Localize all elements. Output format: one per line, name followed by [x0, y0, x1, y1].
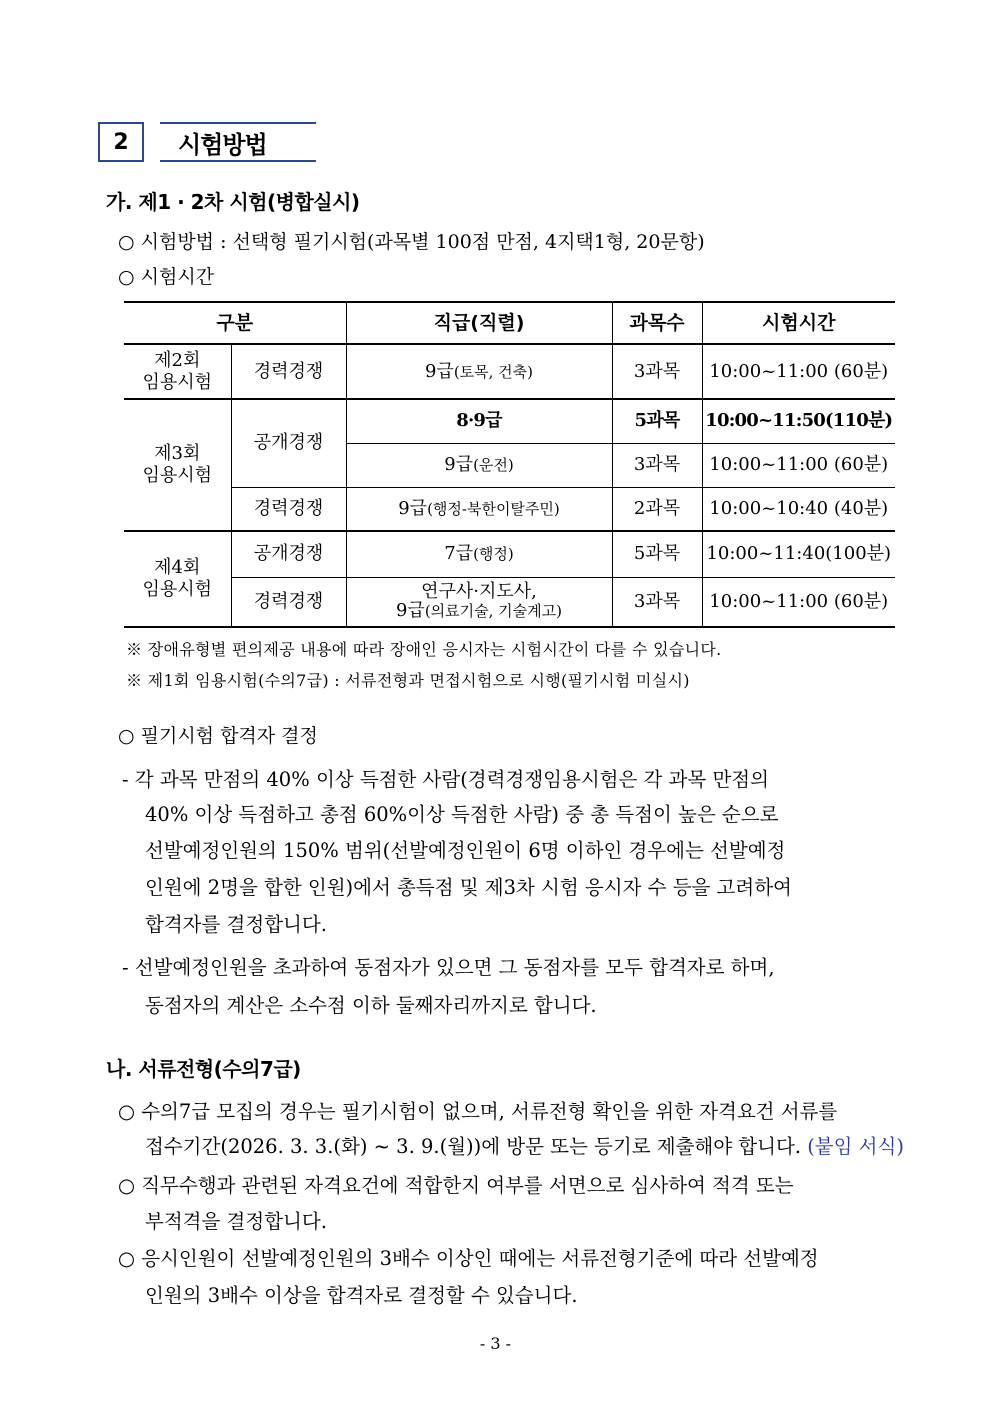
time-cell: 10:00~11:00 (60분) — [702, 577, 895, 627]
part-b-item3-line: ○ 응시인원이 선발예정인원의 3배수 이상인 때에는 서류전형기준에 따라 선발예정 — [118, 1247, 819, 1270]
pass-item1-line: 합격자를 결정합니다. — [145, 913, 327, 936]
part-b-item1-line2 — [145, 1131, 904, 1159]
table-row — [124, 531, 895, 577]
round-cell: 제3회 임용시험 — [124, 399, 231, 531]
part-b-item1-line: ○ 수의7급 모집의 경우는 필기시험이 없으며, 서류전형 확인을 위한 자격요건 서류를 — [118, 1100, 838, 1123]
part-b-item1-text: 접수기간(2026. 3. 3.(화) ~ 3. 9.(월))에 방문 또는 등기로 제출해야 합니다. — [145, 1135, 801, 1158]
grade-text: 9급 — [424, 360, 454, 382]
header-exam-time: 시험시간 — [702, 302, 895, 344]
subjects-cell: 3과목 — [612, 443, 702, 487]
round-cell: 제2회 임용시험 — [124, 344, 231, 399]
exam-time-label: ○ 시험시간 — [118, 266, 215, 288]
time-cell: 10:00~10:40 (40분) — [702, 487, 895, 531]
table-row — [124, 344, 895, 399]
grade-cell — [346, 443, 612, 487]
part-a-heading: 가. 제1 · 2차 시험(병합실시) — [106, 190, 360, 214]
pass-item1-line: 선발예정인원의 150% 범위(선발예정인원이 6명 이하인 경우에는 선발예정 — [145, 839, 786, 862]
note-round1: ※ 제1회 임용시험(수의7급) : 서류전형과 면접시험으로 시행(필기시험 미실시) — [126, 671, 690, 690]
type-cell: 공개경쟁 — [231, 399, 346, 487]
part-b-heading: 나. 서류전형(수의7급) — [106, 1057, 301, 1081]
note-accessibility: ※ 장애유형별 편의제공 내용에 따라 장애인 응시자는 시험시간이 다를 수 있습니다. — [126, 640, 722, 659]
type-cell: 경력경쟁 — [231, 487, 346, 531]
subjects-cell: 3과목 — [612, 344, 702, 399]
type-cell: 공개경쟁 — [231, 531, 346, 577]
subjects-cell: 5과목 — [612, 399, 702, 443]
page-number: - 3 - — [479, 1334, 512, 1353]
pass-item1-line: 인원에 2명을 합한 인원)에서 총득점 및 제3차 시험 응시자 수 등을 고려하여 — [145, 876, 792, 899]
type-cell: 경력경쟁 — [231, 577, 346, 627]
grade-text-line2: 9급 — [395, 599, 425, 621]
grade-cell — [346, 531, 612, 577]
time-cell: 10:00~11:00 (60분) — [702, 443, 895, 487]
grade-note: (운전) — [473, 456, 514, 475]
exam-schedule-table — [124, 301, 895, 628]
subjects-cell: 2과목 — [612, 487, 702, 531]
pass-item1-line: 40% 이상 득점하고 총점 60%이상 득점한 사람) 중 총 득점이 높은 순으로 — [145, 803, 779, 826]
round-cell: 제4회 임용시험 — [124, 531, 231, 627]
time-cell: 10:00~11:00 (60분) — [702, 344, 895, 399]
pass-item2-line: - 선발예정인원을 초과하여 동점자가 있으면 그 동점자를 모두 합격자로 하며, — [122, 956, 775, 979]
pass-decision-title: ○ 필기시험 합격자 결정 — [118, 725, 318, 747]
grade-text: 9급 — [398, 497, 428, 519]
grade-text: 9급 — [444, 454, 474, 476]
table-row — [124, 577, 895, 627]
section-number-box — [98, 122, 144, 162]
table-header-row — [124, 302, 895, 344]
attachment-form-link[interactable]: (붙임 서식) — [807, 1135, 904, 1158]
grade-note: (행정-북한이탈주민) — [427, 499, 560, 518]
grade-text: 연구사·지도사, — [421, 580, 537, 602]
grade-note: (행정) — [473, 545, 514, 564]
time-cell: 10:00~11:40(100분) — [702, 531, 895, 577]
grade-text: 7급 — [444, 543, 474, 565]
grade-cell: 8·9급 — [346, 399, 612, 443]
section-number: 2 — [113, 129, 129, 155]
type-cell: 경력경쟁 — [231, 344, 346, 399]
subjects-cell: 3과목 — [612, 577, 702, 627]
pass-item2-line: 동점자의 계산은 소수점 이하 둘째자리까지로 합니다. — [145, 994, 597, 1017]
header-category: 구분 — [124, 302, 346, 344]
grade-note: (토목, 건축) — [453, 362, 534, 381]
time-cell: 10:00~11:50(110분) — [702, 399, 895, 443]
header-subject-count: 과목수 — [612, 302, 702, 344]
grade-cell — [346, 344, 612, 399]
header-grade: 직급(직렬) — [346, 302, 612, 344]
pass-item1-line: - 각 과목 만점의 40% 이상 득점한 사람(경력경쟁임용시험은 각 과목 만점의 — [122, 768, 769, 791]
part-b-item3-line: 인원의 3배수 이상을 합격자로 결정할 수 있습니다. — [145, 1284, 578, 1307]
part-b-item2-line: ○ 직무수행과 관련된 자격요건에 적합한지 여부를 서면으로 심사하여 적격 또는 — [118, 1174, 794, 1197]
exam-method-line: ○ 시험방법 : 선택형 필기시험(과목별 100점 만점, 4지택1형, 20문항) — [118, 231, 705, 253]
grade-cell — [346, 577, 612, 627]
part-b-item2-line: 부적격을 결정합니다. — [145, 1210, 327, 1233]
section-title: 시험방법 — [160, 122, 316, 162]
table-row — [124, 399, 895, 443]
grade-cell — [346, 487, 612, 531]
table-row — [124, 487, 895, 531]
grade-note: (의료기술, 기술계고) — [424, 601, 562, 620]
subjects-cell: 5과목 — [612, 531, 702, 577]
